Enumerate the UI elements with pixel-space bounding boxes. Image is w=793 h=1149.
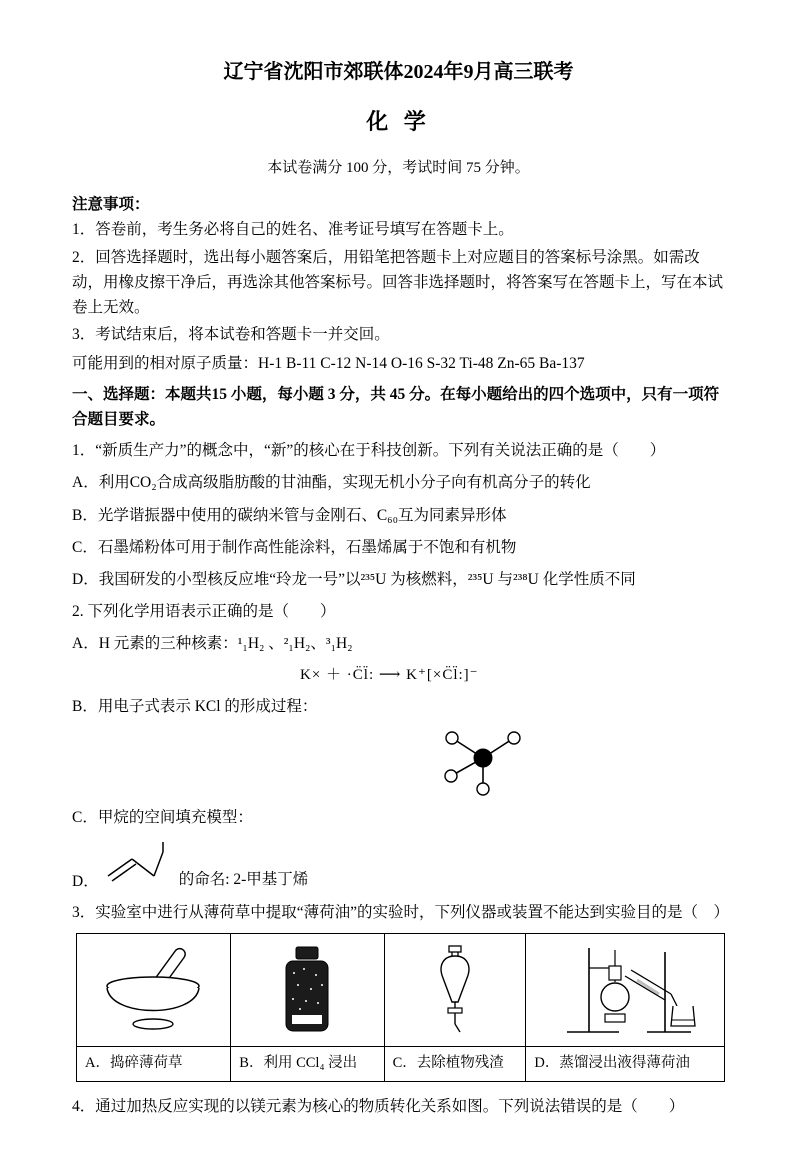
- q3-captions-row: [77, 1046, 725, 1081]
- q2-option-a: A．H 元素的三种核素：¹₁H₂ 、²₁H₂、³₁H₂: [72, 634, 353, 652]
- q2-stem: 2. 下列化学用语表示正确的是（ ）: [72, 602, 336, 620]
- notice-item-1: 1．答卷前，考生务必将自己的姓名、准考证号填写在答题卡上。: [72, 221, 514, 239]
- separating-funnel-svg: [427, 944, 483, 1036]
- reagent-bottle-figure: [231, 933, 384, 1046]
- distillation-apparatus-figure: [526, 933, 725, 1046]
- reagent-bottle-svg: [278, 945, 336, 1035]
- q1-stem: 1．“新质生产力”的概念中，“新”的核心在于科技创新。下列有关说法正确的是（ ）: [72, 442, 666, 460]
- q3-options-table: [76, 933, 725, 1082]
- q3-caption-d: D．蒸馏浸出液得薄荷油: [526, 1046, 725, 1081]
- q3-caption-a: A．捣碎薄荷草: [77, 1046, 231, 1081]
- q3-stem: 3．实验室中进行从薄荷草中提取“薄荷油”的实验时，下列仪器或装置不能达到实验目的是（ ）: [72, 903, 730, 921]
- methane-model-svg: [435, 726, 531, 798]
- q3-figures-row: [77, 933, 725, 1046]
- subject-title: 化 学: [366, 109, 431, 135]
- notice-item-2: 2．回答选择题时，选出每小题答案后，用铅笔把答题卡上对应题目的答案标号涂黑。如需改动，用橡皮擦干净后，再选涂其他答案标号。回答非选择题时，将答案写在答题卡上，写在本试卷上无效。: [72, 248, 724, 316]
- q1-option-a: A．利用CO₂合成高级脂肪酸的甘油酯，实现无机小分子向有机高分子的转化: [72, 474, 591, 492]
- mortar-pestle-svg: [93, 946, 215, 1034]
- q2-electron-dot-equation: K× ＋ ·C̈l̈: ⟶ K⁺[×C̈l̈:]⁻: [300, 667, 479, 684]
- methane-model-figure: [240, 726, 725, 798]
- q2-option-d-suffix: 的命名: 2-甲基丁烯: [178, 870, 309, 888]
- notice-heading: 注意事项：: [72, 196, 150, 214]
- q3-caption-c: C．去除植物残渣: [384, 1046, 526, 1081]
- exam-info-line: 本试卷满分 100 分，考试时间 75 分钟。: [267, 160, 530, 177]
- exam-title: 辽宁省沈阳市郊联体2024年9月高三联考: [223, 61, 574, 83]
- separating-funnel-figure: [384, 933, 526, 1046]
- q4-stem: 4．通过加热反应实现的以镁元素为核心的物质转化关系如图。下列说法错误的是（ ）: [72, 1097, 685, 1115]
- q2-option-b: B．用电子式表示 KCl 的形成过程：: [72, 698, 318, 716]
- q3-caption-b: B．利用 CCl₄ 浸出: [231, 1046, 384, 1081]
- atomic-masses-line: 可能用到的相对原子质量：H-1 B-11 C-12 N-14 O-16 S-32 Ti-48 Zn-65 Ba-137: [72, 354, 585, 372]
- alkene-structure-figure: [103, 838, 175, 894]
- section1-heading: 一、选择题：本题共15 小题，每小题 3 分，共 45 分。在每小题给出的四个选项中，只有一项符合题目要求。: [72, 386, 720, 429]
- mortar-pestle-figure: [77, 933, 231, 1046]
- q1-option-c: C．石墨烯粉体可用于制作高性能涂料，石墨烯属于不饱和有机物: [72, 538, 517, 556]
- q1-option-d: D．我国研发的小型核反应堆“玲龙一号”以²³⁵U 为核燃料，²³⁵U 与²³⁸U 化学性质不同: [72, 570, 636, 588]
- q2-option-d: [72, 838, 725, 894]
- alkene-structure-svg: [103, 838, 175, 886]
- distillation-apparatus-svg: [539, 942, 711, 1038]
- q1-option-b: B．光学谐振器中使用的碳纳米管与金刚石、C₆₀互为同素异形体: [72, 506, 507, 524]
- q2-option-c: C．甲烷的空间填充模型：: [72, 809, 253, 827]
- q2-option-d-label: D．: [72, 872, 99, 890]
- notice-item-3: 3．考试结束后，将本试卷和答题卡一并交回。: [72, 325, 390, 343]
